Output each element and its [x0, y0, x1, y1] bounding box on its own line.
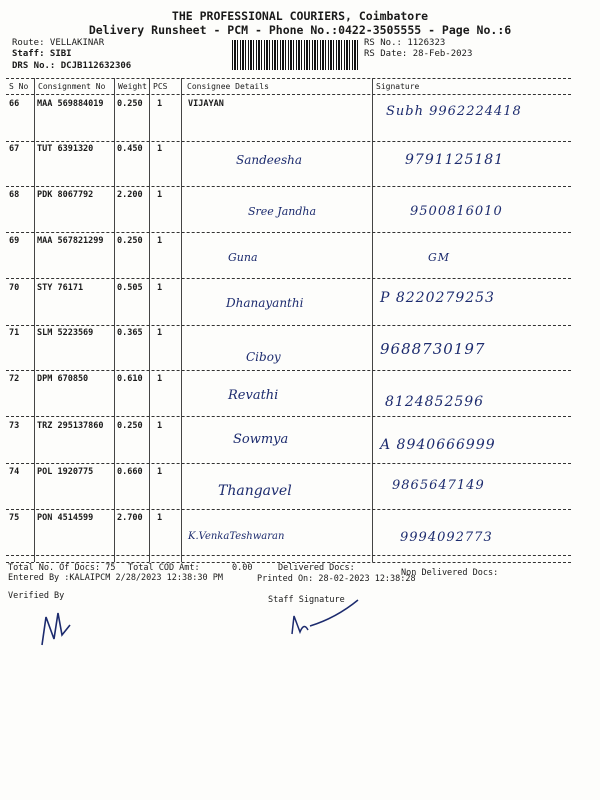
weight-value: 2.700 [117, 513, 143, 523]
col-header-signature: Signature [376, 82, 420, 91]
consignment-number: DPM 670850 [37, 374, 89, 384]
row-divider [6, 463, 571, 464]
handwritten-signature: GM [428, 251, 451, 264]
weight-value: 0.660 [117, 467, 143, 477]
row-divider [6, 186, 571, 187]
column-rule [114, 78, 115, 562]
staff-label: Staff: SIBI [12, 49, 72, 59]
column-rule [34, 78, 35, 562]
column-rule [149, 78, 150, 562]
serial-number: 73 [9, 421, 20, 431]
col-header-consignee: Consignee Details [187, 82, 269, 91]
weight-value: 0.250 [117, 421, 143, 431]
pcs-count: 1 [157, 513, 163, 523]
total-cod-label: Total COD Amt: [128, 563, 200, 573]
consignment-number: POL 1920775 [37, 467, 94, 477]
pcs-count: 1 [157, 328, 163, 338]
weight-value: 0.365 [117, 328, 143, 338]
consignment-number: MAA 567821299 [37, 236, 104, 246]
consignment-number: TUT 6391320 [37, 144, 94, 154]
weight-value: 0.505 [117, 283, 143, 293]
serial-number: 66 [9, 99, 20, 109]
handwritten-signature: P 8220279253 [380, 290, 495, 306]
handwritten-consignee: Sandeesha [236, 153, 303, 167]
consignee-name: K.VenkaTeshwaran [188, 531, 285, 542]
non-delivered-docs: Non Delivered Docs: [401, 568, 499, 578]
serial-number: 67 [9, 144, 20, 154]
total-docs: Total No. Of Docs: 75 [8, 563, 116, 573]
col-header-sno: S No [9, 82, 29, 91]
consignment-number: MAA 569884019 [37, 99, 104, 109]
handwritten-signature: 8124852596 [385, 394, 485, 410]
col-header-pcs: PCS [153, 82, 168, 91]
pcs-count: 1 [157, 374, 163, 384]
serial-number: 72 [9, 374, 20, 384]
serial-number: 75 [9, 513, 20, 523]
pcs-count: 1 [157, 144, 163, 154]
staff-signature-label: Staff Signature [268, 595, 345, 605]
verified-by-label: Verified By [8, 591, 65, 601]
handwritten-consignee: Sowmya [233, 432, 289, 447]
row-divider [6, 232, 571, 233]
row-divider [6, 141, 571, 142]
printed-on: Printed On: 28-02-2023 12:38:28 [257, 574, 416, 584]
consignment-number: SLM 5223569 [37, 328, 94, 338]
divider [6, 94, 571, 95]
divider [6, 78, 571, 79]
company-title: THE PROFESSIONAL COURIERS, Coimbatore [171, 9, 429, 23]
consignee-name: VIJAYAN [188, 99, 224, 109]
handwritten-consignee: Sree Jandha [248, 205, 317, 218]
weight-value: 0.250 [117, 236, 143, 246]
total-cod-value: 0.00 [232, 563, 253, 573]
entered-by: Entered By :KALAIPCM 2/28/2023 12:38:30 PM [8, 573, 223, 583]
handwritten-signature: 9791125181 [405, 152, 505, 168]
serial-number: 71 [9, 328, 20, 338]
handwritten-consignee: Revathi [228, 388, 279, 403]
pcs-count: 1 [157, 421, 163, 431]
staff-signature [286, 596, 366, 644]
handwritten-signature: 9865647149 [392, 478, 485, 493]
delivered-docs: Delivered Docs: [278, 563, 355, 573]
consignment-number: TRZ 295137860 [37, 421, 104, 431]
pcs-count: 1 [157, 467, 163, 477]
route-label: Route: VELLAKINAR [12, 38, 105, 48]
col-header-consignment: Consignment No [38, 82, 106, 91]
handwritten-consignee: Ciboy [246, 350, 281, 364]
row-divider [6, 416, 571, 417]
column-rule [181, 78, 182, 562]
row-divider [6, 278, 571, 279]
column-rule [372, 78, 373, 562]
handwritten-consignee: Thangavel [218, 483, 292, 499]
serial-number: 70 [9, 283, 20, 293]
rs-date: RS Date: 28-Feb-2023 [364, 49, 473, 59]
serial-number: 68 [9, 190, 20, 200]
weight-value: 0.250 [117, 99, 143, 109]
col-header-weight: Weight [118, 82, 147, 91]
weight-value: 2.200 [117, 190, 143, 200]
handwritten-signature: 9688730197 [380, 340, 486, 358]
row-divider [6, 325, 571, 326]
pcs-count: 1 [157, 99, 163, 109]
handwritten-consignee: Guna [228, 251, 258, 264]
consignment-number: PON 4514599 [37, 513, 94, 523]
consignment-number: PDK 8067792 [37, 190, 94, 200]
handwritten-signature: A 8940666999 [380, 437, 496, 453]
consignment-number: STY 76171 [37, 283, 84, 293]
handwritten-signature: 9994092773 [400, 530, 493, 545]
row-divider [6, 555, 571, 556]
row-divider [6, 509, 571, 510]
verifier-signature [36, 605, 76, 655]
rs-number: RS No.: 1126323 [364, 38, 446, 48]
handwritten-consignee: Dhanayanthi [226, 296, 304, 310]
handwritten-signature: Subh 9962224418 [386, 104, 522, 119]
pcs-count: 1 [157, 283, 163, 293]
runsheet-subtitle: Delivery Runsheet - PCM - Phone No.:0422-3505555 - Page No.:6 [88, 23, 512, 37]
row-divider [6, 370, 571, 371]
weight-value: 0.450 [117, 144, 143, 154]
serial-number: 74 [9, 467, 20, 477]
barcode [232, 40, 358, 70]
pcs-count: 1 [157, 236, 163, 246]
handwritten-signature: 9500816010 [410, 204, 503, 219]
pcs-count: 1 [157, 190, 163, 200]
weight-value: 0.610 [117, 374, 143, 384]
serial-number: 69 [9, 236, 20, 246]
drs-number: DRS No.: DCJB112632306 [12, 61, 132, 71]
